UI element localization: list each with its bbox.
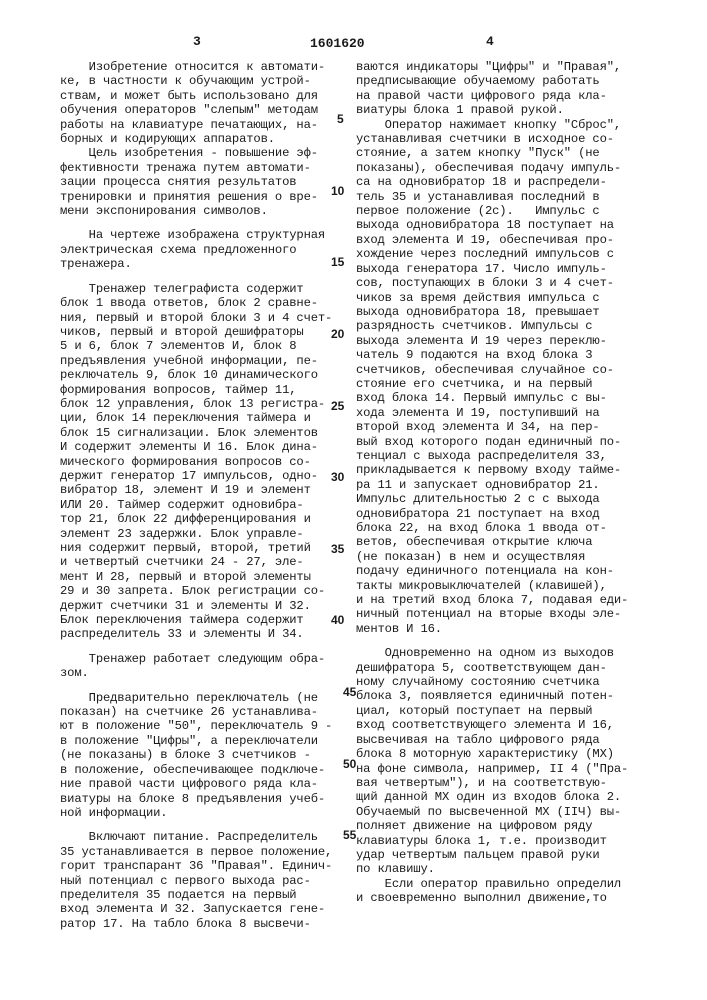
right-page-number: 4 [486, 34, 494, 49]
text-line: ментов И 16. [356, 622, 656, 636]
line-number: 20 [331, 327, 344, 341]
text-line: борных и кодирующих аппаратов. [60, 132, 356, 146]
text-line: Обучаемый по высвеченной МХ (IIЧ) вы- [356, 805, 656, 819]
text-line: зации процесса снятия результатов [60, 175, 356, 189]
text-line: электрическая схема предложенного [60, 243, 356, 257]
text-line: чиков, первый и второй дешифраторы [60, 325, 356, 339]
line-number: 45 [343, 685, 356, 699]
text-line: разрядность счетчиков. Импульсы с [356, 319, 656, 333]
text-line: (не показаны) в блоке 3 счетчиков - [60, 748, 356, 762]
text-line: первое положение (2с). Импульс с [356, 204, 656, 218]
text-line: чатель 9 подаются на вход блока 3 [356, 348, 656, 362]
text-line: тренировки и принятия решения о вре- [60, 190, 356, 204]
text-line: показан) на счетчике 26 устанавлива- [60, 705, 356, 719]
text-line: дешифратора 5, соответствующем дан- [356, 661, 656, 675]
text-line: распределитель 33 и элементы И 34. [60, 627, 356, 641]
text-line: по клавишу. [356, 862, 656, 876]
text-line: выхода генератора 17. Число импуль- [356, 262, 656, 276]
text-line: вый вход которого подан единичный по- [356, 435, 656, 449]
text-line: Оператор нажимает кнопку "Сброс", [356, 118, 656, 132]
text-line: блок 15 сигнализации. Блок элементов [60, 426, 356, 440]
text-line: стояние его счетчика, и на первый [356, 377, 656, 391]
text-line: фективности тренажа путем автомати- [60, 161, 356, 175]
text-line: На чертеже изображена структурная [60, 228, 356, 242]
text-line: и своевременно выполнил движение,то [356, 891, 656, 905]
text-line: блока 8 моторную характеристику (МХ) [356, 747, 656, 761]
text-line: мент И 28, первый и второй элементы [60, 570, 356, 584]
text-line: стояние, а затем кнопку "Пуск" (не [356, 146, 656, 160]
text-line: тель 35 и устанавливая последний в [356, 190, 656, 204]
text-line: ние правой части цифрового ряда кла- [60, 777, 356, 791]
text-line: виатуры блока 1 правой рукой. [356, 103, 656, 117]
text-line: такты микровыключателей (клавишей), [356, 579, 656, 593]
text-line: блока 22, на вход блока 1 ввода от- [356, 521, 656, 535]
text-line: показаны), обеспечивая подачу импуль- [356, 161, 656, 175]
text-line: ции, блок 14 переключения таймера и [60, 411, 356, 425]
text-line: клавиатуры блока 1, т.е. производит [356, 834, 656, 848]
line-number: 40 [331, 613, 344, 627]
text-line: вход элемента И 19, обеспечивая про- [356, 233, 656, 247]
text-line: в положение, обеспечивающее подключе- [60, 763, 356, 777]
text-line: вая четвертым"), и на соответствую- [356, 776, 656, 790]
text-line: вход соответствующего элемента И 16, [356, 718, 656, 732]
line-number: 35 [331, 542, 344, 556]
text-line: ветов, обеспечивая открытие ключа [356, 535, 656, 549]
text-line: Блок переключения таймера содержит [60, 613, 356, 627]
text-line: тренажера. [60, 257, 356, 271]
text-line: блока 3, появляется единичный потен- [356, 689, 656, 703]
text-line: вход блока 14. Первый импульс с вы- [356, 391, 656, 405]
text-line: держит генератор 17 импульсов, одно- [60, 469, 356, 483]
text-line: Одновременно на одном из выходов [356, 646, 656, 660]
text-line: хода элемента И 19, поступивший на [356, 406, 656, 420]
text-line: ИЛИ 20. Таймер содержит одновибра- [60, 498, 356, 512]
line-number: 55 [343, 828, 356, 842]
line-number: 5 [337, 112, 344, 126]
right-text-column [356, 60, 656, 906]
left-page-number: 3 [193, 34, 201, 49]
text-line: второй вход элемента И 34, на пер- [356, 420, 656, 434]
text-line: мени экспонирования символов. [60, 204, 356, 218]
text-line: обучения операторов "слепым" методам [60, 103, 356, 117]
text-line: тенциал с выхода распределителя 33, [356, 449, 656, 463]
text-line: (не показан) в нем и осуществляя [356, 550, 656, 564]
text-line: ваются индикаторы "Цифры" и "Правая", [356, 60, 656, 74]
left-text-column [60, 60, 356, 931]
text-line: реключатель 9, блок 10 динамического [60, 368, 356, 382]
text-line: ствам, и может быть использовано для [60, 89, 356, 103]
text-line: и четвертый счетчики 24 - 27, эле- [60, 555, 356, 569]
text-line: Цель изобретения - повышение эф- [60, 146, 356, 160]
text-line: высвечивая на табло цифрового ряда [356, 733, 656, 747]
line-number: 25 [331, 399, 344, 413]
line-number: 10 [331, 184, 344, 198]
text-line: выхода одновибратора 18, превышает [356, 305, 656, 319]
text-line: в положение "Цифры", а переключатели [60, 734, 356, 748]
text-line: И содержит элементы И 16. Блок дина- [60, 440, 356, 454]
text-line: счетчиков, обеспечивая случайное со- [356, 363, 656, 377]
text-line: сов, поступающих в блоки 3 и 4 счет- [356, 276, 656, 290]
text-line: виатуры на блоке 8 предъявления учеб- [60, 792, 356, 806]
text-line: хождение через последний импульсов с [356, 247, 656, 261]
text-line: элемент 23 задержки. Блок управле- [60, 527, 356, 541]
line-number: 30 [331, 470, 344, 484]
text-line: вибратор 18, элемент И 19 и элемент [60, 483, 356, 497]
text-line: ному случайному состоянию счетчика [356, 675, 656, 689]
text-line: выхода элемента И 19 через переклю- [356, 334, 656, 348]
text-line: устанавливая счетчики в исходное со- [356, 132, 656, 146]
text-line: Предварительно переключатель (не [60, 691, 356, 705]
text-line: Тренажер телеграфиста содержит [60, 282, 356, 296]
text-line: ра 11 и запускает одновибратор 21. [356, 478, 656, 492]
line-number: 50 [343, 757, 356, 771]
text-line: удар четвертым пальцем правой руки [356, 848, 656, 862]
text-line: ния содержит первый, второй, третий [60, 541, 356, 555]
text-line: ничный потенциал на вторые входы эле- [356, 607, 656, 621]
text-line: ратор 17. На табло блока 8 высвечи- [60, 917, 356, 931]
text-line: и на третий вход блока 7, подавая еди- [356, 593, 656, 607]
text-line: ния, первый и второй блоки 3 и 4 счет- [60, 311, 356, 325]
text-line: са на одновибратор 18 и распредели- [356, 175, 656, 189]
text-line: блок 1 ввода ответов, блок 2 сравне- [60, 296, 356, 310]
text-line: ной информации. [60, 806, 356, 820]
text-line: Импульс длительностью 2 с с выхода [356, 492, 656, 506]
text-line: тор 21, блок 22 дифференцирования и [60, 512, 356, 526]
text-line: 35 устанавливается в первое положение, [60, 845, 356, 859]
text-line: чиков за время действия импульса с [356, 291, 656, 305]
text-line: зом. [60, 666, 356, 680]
text-line: 29 и 30 запрета. Блок регистрации со- [60, 584, 356, 598]
text-line: Включают питание. Распределитель [60, 830, 356, 844]
text-line: пределителя 35 подается на первый [60, 888, 356, 902]
text-line: предписывающие обучаемому работать [356, 74, 656, 88]
text-line: Изобретение относится к автомати- [60, 60, 356, 74]
text-line: блок 12 управления, блок 13 регистра- [60, 397, 356, 411]
patent-number: 1601620 [310, 36, 365, 51]
text-line: ный потенциал с первого выхода рас- [60, 874, 356, 888]
text-line: выхода одновибратора 18 поступает на [356, 218, 656, 232]
text-line: Если оператор правильно определил [356, 877, 656, 891]
text-line: на фоне символа, например, II 4 ("Пра- [356, 762, 656, 776]
text-line: щий данной МХ один из входов блока 2. [356, 790, 656, 804]
text-line: вход элемента И 32. Запускается гене- [60, 902, 356, 916]
text-line: на правой части цифрового ряда кла- [356, 89, 656, 103]
text-line: формирования вопросов, таймер 11, [60, 383, 356, 397]
text-line: ют в положение "50", переключатель 9 - [60, 719, 356, 733]
text-line: предъявления учебной информации, пе- [60, 354, 356, 368]
text-line: прикладывается к первому входу тайме- [356, 463, 656, 477]
text-line: ке, в частности к обучающим устрой- [60, 74, 356, 88]
text-line: мического формирования вопросов со- [60, 455, 356, 469]
line-number: 15 [331, 255, 344, 269]
text-line: одновибратора 21 поступает на вход [356, 507, 656, 521]
text-line: 5 и 6, блок 7 элементов И, блок 8 [60, 339, 356, 353]
text-line: полняет движение на цифровом ряду [356, 819, 656, 833]
text-line: Тренажер работает следующим обра- [60, 652, 356, 666]
text-line: держит счетчики 31 и элементы И 32. [60, 599, 356, 613]
text-line: работы на клавиатуре печатающих, на- [60, 118, 356, 132]
text-line: подачу единичного потенциала на кон- [356, 564, 656, 578]
text-line: горит транспарант 36 "Правая". Единич- [60, 859, 356, 873]
text-line: циал, который поступает на первый [356, 704, 656, 718]
